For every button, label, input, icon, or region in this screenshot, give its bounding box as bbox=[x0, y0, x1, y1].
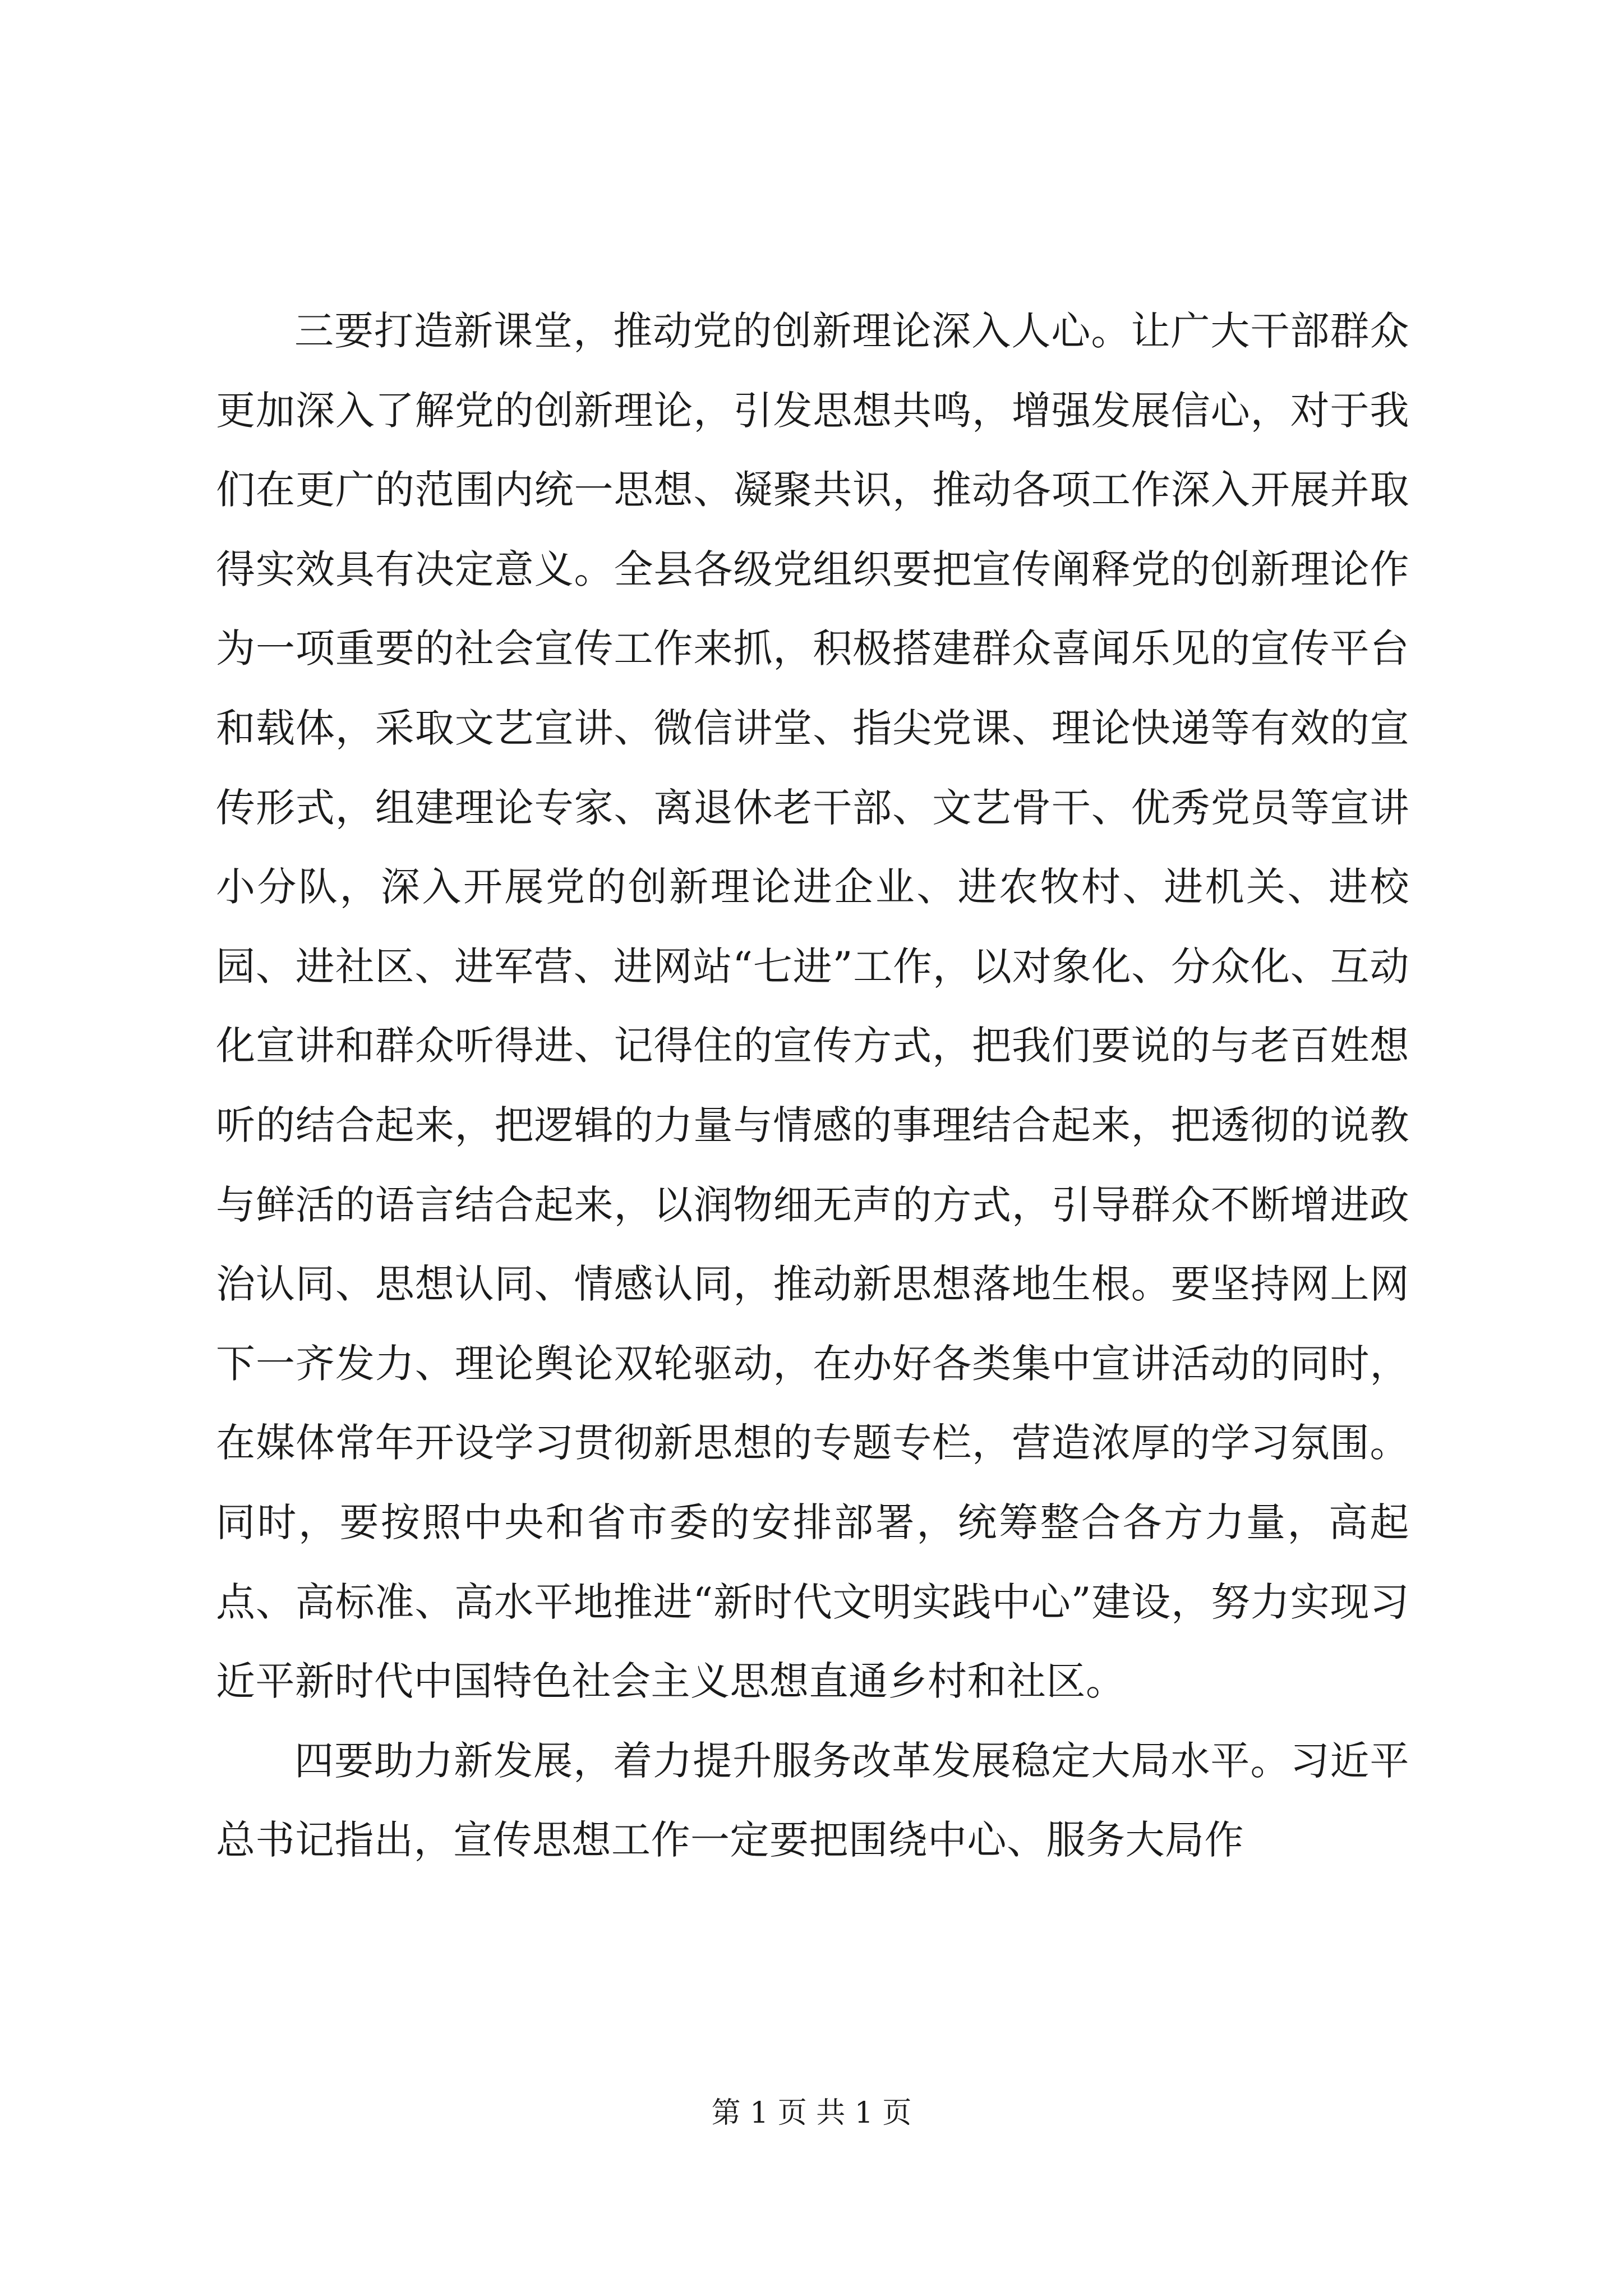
document-body bbox=[216, 292, 1409, 1880]
paragraph-2: 四要助力新发展，着力提升服务改革发展稳定大局水平。习近平总书记指出，宣传思想工作一定要把围绕中心、服务大局作 bbox=[216, 1737, 1409, 1864]
page-footer: 第 1 页 共 1 页 bbox=[711, 2096, 912, 2130]
paragraph-1: 三要打造新课堂，推动党的创新理论深入人心。让广大干部群众更加深入了解党的创新理论，引发思想共鸣，增强发展信心，对于我们在更广的范围内统一思想、凝聚共识，推动各项工作深入开展并取得实效具有决定意义。全县各级党组织要把宣传阐释党的创新理论作为一项重要的社会宣传工作来抓，积极搭建群众喜闻乐见的宣传平台和载体，采取文艺宣讲、微信讲堂、指尖党课、理论快递等有效的宣传形式，组建理论专家、离退休老干部、文艺骨干、优秀党员等宣讲小分队，深入开展党的创新理论进企业、进农牧村、进机关、进校园、进社区、进军营、进网站“七进”工作，以对象化、分众化、互动化宣讲和群众听得进、记得住的宣传方式，把我们要说的与老百姓想听的结合起来，把逻辑的力量与情感的事理结合起来，把透彻的说教与鲜活的语言结合起来，以润物细无声的方式，引导群众不断增进政治认同、思想认同、情感认同，推动新思想落地生根。要坚持网上网下一齐发力、理论舆论双轮驱动，在办好各类集中宣讲活动的同时，在媒体常年开设学习贯彻新思想的专题专栏，营造浓厚的学习氛围。同时，要按照中央和省市委的安排部署，统筹整合各方力量，高起点、高标准、高水平地推进“新时代文明实践中心”建设，努力实现习近平新时代中国特色社会主义思想直通乡村和社区。 bbox=[216, 308, 1409, 1705]
